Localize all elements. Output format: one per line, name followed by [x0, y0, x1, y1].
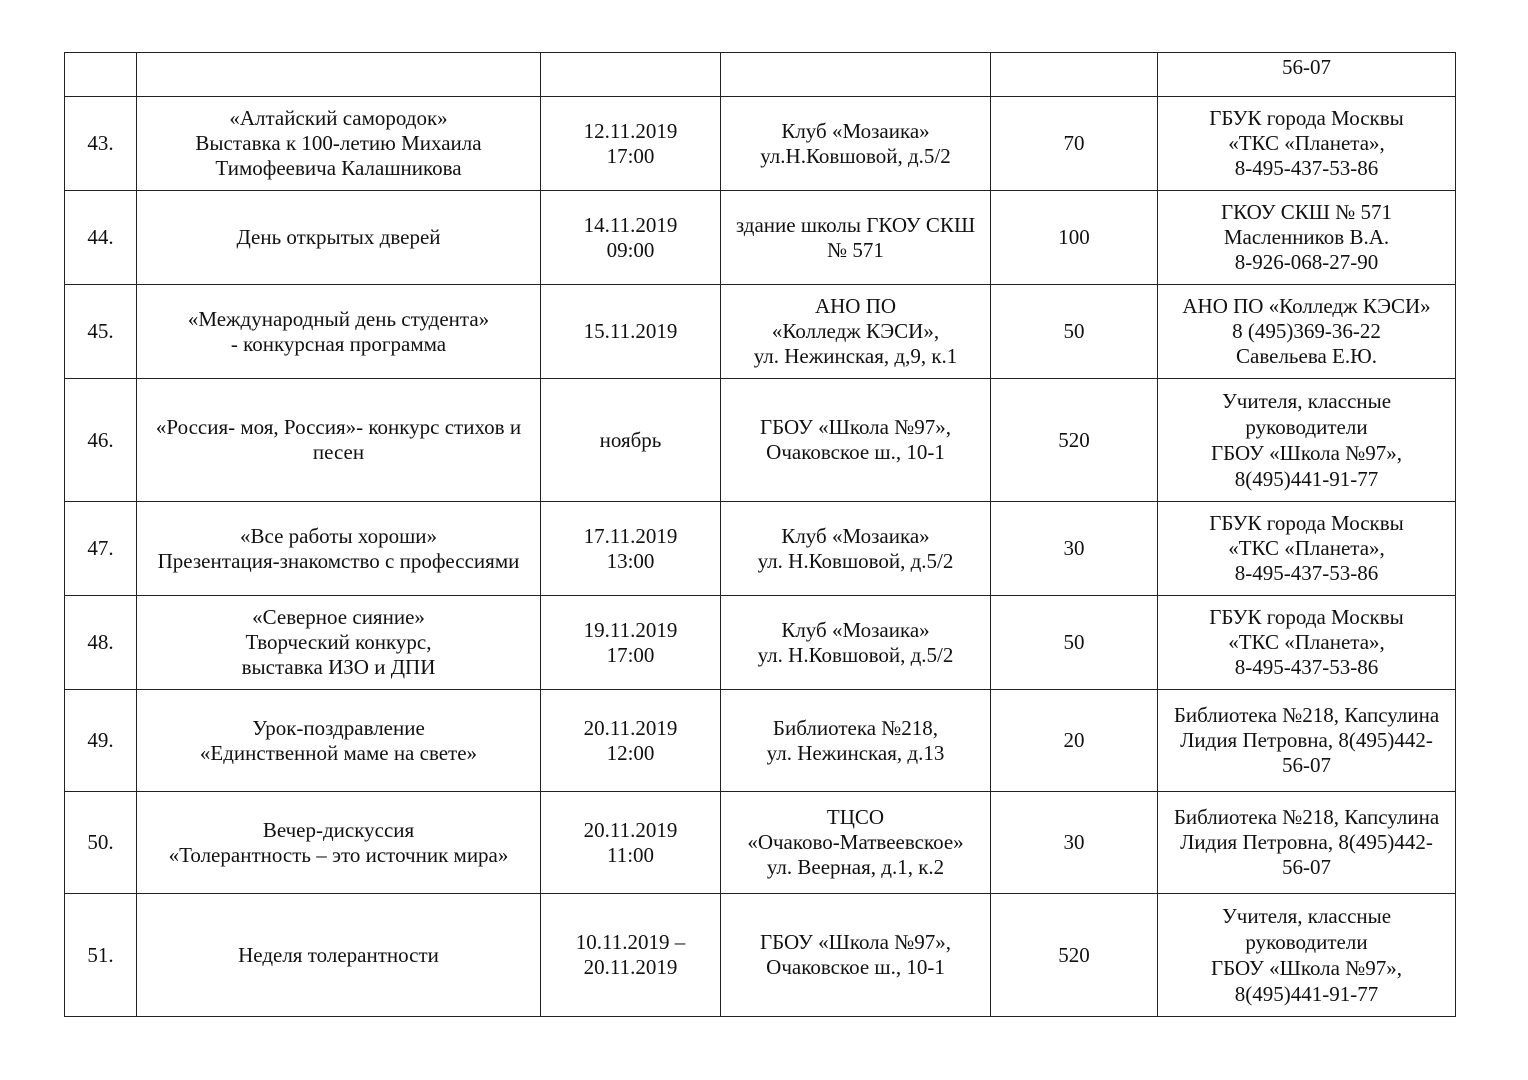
event-name-line: выставка ИЗО и ДПИ — [241, 655, 436, 679]
event-name-cell — [137, 285, 541, 379]
event-name-cell — [137, 53, 541, 97]
event-name-line: Тимофеевича Калашникова — [215, 156, 462, 180]
table-row — [65, 191, 1456, 285]
place-cell — [721, 97, 991, 191]
table-row — [65, 690, 1456, 792]
event-name-line: «Алтайский самородок» — [229, 106, 448, 130]
contact-line: 8-495-437-53-86 — [1234, 156, 1379, 180]
contact-cell — [1158, 596, 1456, 690]
event-name-line: День открытых дверей — [236, 225, 441, 249]
date-cell — [541, 285, 721, 379]
event-name-line: Выставка к 100-летию Михаила — [195, 131, 482, 155]
place-line: Очаковское ш., 10-1 — [766, 440, 945, 464]
place-line: ГБОУ «Школа №97», — [759, 415, 952, 439]
contact-line: 8-926-068-27-90 — [1234, 250, 1379, 274]
place-line: ТЦСО — [826, 805, 885, 829]
table-row — [65, 502, 1456, 596]
contact-line: Библиотека №218, Капсулина — [1173, 805, 1440, 829]
time-line: 11:00 — [606, 842, 655, 867]
date-cell — [541, 596, 721, 690]
date-cell — [541, 191, 721, 285]
place-cell — [721, 596, 991, 690]
count-cell: 20 — [991, 690, 1158, 792]
num-cell: 51. — [65, 894, 137, 1017]
place-line: здание школы ГКОУ СКШ — [735, 212, 976, 237]
contact-line: ГБОУ «Школа №97», — [1210, 441, 1403, 465]
time-line: 09:00 — [606, 237, 655, 262]
place-line: Очаковское ш., 10-1 — [766, 955, 945, 979]
place-cell — [721, 502, 991, 596]
contact-line: Лидия Петровна, 8(495)442- — [1180, 830, 1433, 854]
num-cell: 48. — [65, 596, 137, 690]
events-table — [64, 52, 1456, 1017]
table-row — [65, 596, 1456, 690]
contact-line: ГБУК города Москвы — [1209, 511, 1404, 535]
event-name-cell — [137, 97, 541, 191]
event-name-line: «Международный день студента» — [187, 306, 490, 331]
num-cell — [65, 53, 137, 97]
place-line: № 571 — [827, 237, 884, 262]
event-name-line: Творческий конкурс, — [245, 630, 432, 654]
time-line: 13:00 — [606, 548, 655, 573]
event-name-line: песен — [312, 440, 365, 464]
date-cell — [541, 792, 721, 894]
num-cell: 43. — [65, 97, 137, 191]
place-cell — [721, 894, 991, 1017]
event-name-line: «Все работы хороши» — [239, 523, 438, 548]
date-cell — [541, 502, 721, 596]
contact-cell — [1158, 53, 1456, 97]
place-line: Клуб «Мозаика» — [781, 523, 930, 548]
table-row-continuation — [65, 53, 1456, 97]
event-name-line: Неделя толерантности — [238, 942, 439, 967]
count-cell: 50 — [991, 596, 1158, 690]
date-line: 20.11.2019 — [583, 955, 678, 979]
contact-line: ГБОУ «Школа №97», — [1210, 956, 1403, 980]
date-line: 20.11.2019 — [583, 715, 678, 740]
count-cell: 100 — [991, 191, 1158, 285]
time-line: 17:00 — [606, 642, 655, 667]
contact-line: Библиотека №218, Капсулина — [1173, 703, 1440, 727]
place-cell — [721, 690, 991, 792]
date-line: ноябрь — [599, 427, 662, 452]
place-line: ул. Нежинская, д,9, к.1 — [753, 344, 958, 368]
place-cell — [721, 191, 991, 285]
event-name-cell — [137, 792, 541, 894]
event-name-cell — [137, 894, 541, 1017]
table-row — [65, 894, 1456, 1017]
contact-line: руководители — [1245, 930, 1368, 954]
contact-line: Масленников В.А. — [1223, 225, 1390, 249]
date-line: 15.11.2019 — [583, 319, 678, 343]
event-name-line: «Единственной маме на свете» — [199, 740, 478, 765]
contact-cell — [1158, 792, 1456, 894]
event-name-cell — [137, 191, 541, 285]
contact-line: 8-495-437-53-86 — [1234, 561, 1379, 585]
event-name-cell — [137, 690, 541, 792]
date-line: 12.11.2019 — [583, 118, 678, 143]
num-cell: 44. — [65, 191, 137, 285]
contact-line: руководители — [1245, 415, 1368, 439]
contact-line: «ТКС «Планета», — [1228, 131, 1385, 155]
date-line: 19.11.2019 — [583, 617, 678, 642]
count-cell: 70 — [991, 97, 1158, 191]
place-cell — [721, 53, 991, 97]
contact-cell — [1158, 502, 1456, 596]
contact-cell — [1158, 894, 1456, 1017]
date-cell — [541, 690, 721, 792]
num-cell: 47. — [65, 502, 137, 596]
num-cell: 45. — [65, 285, 137, 379]
event-name-cell — [137, 596, 541, 690]
num-cell: 46. — [65, 379, 137, 502]
contact-line: 8(495)441-91-77 — [1234, 982, 1379, 1006]
contact-cell — [1158, 285, 1456, 379]
time-line: 17:00 — [606, 143, 655, 168]
place-line: ул. Веерная, д.1, к.2 — [766, 855, 945, 879]
date-cell — [541, 379, 721, 502]
event-name-cell — [137, 379, 541, 502]
place-line: «Очаково-Матвеевское» — [747, 830, 964, 854]
place-cell — [721, 792, 991, 894]
count-cell: 30 — [991, 792, 1158, 894]
num-cell: 50. — [65, 792, 137, 894]
place-line: АНО ПО — [814, 294, 897, 318]
place-line: ул. Н.Ковшовой, д.5/2 — [757, 548, 954, 573]
date-cell — [541, 97, 721, 191]
contact-line: ГБУК города Москвы — [1209, 605, 1404, 629]
contact-line: Учителя, классные — [1221, 389, 1392, 413]
date-line: 10.11.2019 – — [575, 930, 686, 954]
contact-line: «ТКС «Планета», — [1228, 536, 1385, 560]
event-name-line: Урок-поздравление — [252, 715, 425, 740]
contact-cell — [1158, 191, 1456, 285]
contact-cell — [1158, 379, 1456, 502]
place-line: ул. Н.Ковшовой, д.5/2 — [757, 642, 954, 667]
contact-line: АНО ПО «Колледж КЭСИ» — [1182, 294, 1431, 318]
contact-line: 8(495)441-91-77 — [1234, 467, 1379, 491]
place-line: Библиотека №218, — [772, 715, 939, 740]
place-line: ул. Нежинская, д.13 — [766, 740, 945, 765]
contact-line: Учителя, классные — [1221, 904, 1392, 928]
place-line: «Колледж КЭСИ», — [771, 319, 940, 343]
date-line: 14.11.2019 — [583, 212, 678, 237]
count-cell: 520 — [991, 894, 1158, 1017]
contact-line: Лидия Петровна, 8(495)442- — [1180, 728, 1433, 752]
contact-cell — [1158, 690, 1456, 792]
count-cell — [991, 53, 1158, 97]
event-name-line: «Россия- моя, Россия»- конкурс стихов и — [155, 415, 522, 439]
table-row — [65, 379, 1456, 502]
place-line: ул.Н.Ковшовой, д.5/2 — [760, 143, 951, 168]
event-name-line: Вечер-дискуссия — [262, 817, 415, 842]
date-line: 20.11.2019 — [583, 817, 678, 842]
contact-line: 56-07 — [1282, 55, 1331, 79]
date-cell — [541, 53, 721, 97]
num-cell: 49. — [65, 690, 137, 792]
place-line: ГБОУ «Школа №97», — [759, 930, 952, 954]
event-name-line: «Северное сияние» — [252, 605, 425, 629]
contact-line: ГБУК города Москвы — [1209, 106, 1404, 130]
contact-line: 8 (495)369-36-22 — [1232, 319, 1381, 343]
count-cell: 50 — [991, 285, 1158, 379]
contact-line: 56-07 — [1282, 753, 1331, 777]
event-name-line: Презентация-знакомство с профессиями — [157, 548, 520, 573]
date-line: 17.11.2019 — [583, 523, 678, 548]
contact-cell — [1158, 97, 1456, 191]
event-name-line: - конкурсная программа — [230, 331, 447, 356]
contact-line: ГКОУ СКШ № 571 — [1221, 200, 1392, 224]
contact-line: «ТКС «Планета», — [1228, 630, 1385, 654]
table-row — [65, 97, 1456, 191]
place-line: Клуб «Мозаика» — [781, 118, 930, 143]
table-row — [65, 792, 1456, 894]
time-line: 12:00 — [606, 740, 655, 765]
event-name-line: «Толерантность – это источник мира» — [168, 842, 509, 867]
date-cell — [541, 894, 721, 1017]
table-row — [65, 285, 1456, 379]
place-cell — [721, 379, 991, 502]
place-cell — [721, 285, 991, 379]
event-name-cell — [137, 502, 541, 596]
count-cell: 30 — [991, 502, 1158, 596]
contact-line: Савельева Е.Ю. — [1236, 344, 1377, 368]
contact-line: 56-07 — [1282, 855, 1331, 879]
contact-line: 8-495-437-53-86 — [1234, 655, 1379, 679]
place-line: Клуб «Мозаика» — [781, 617, 930, 642]
count-cell: 520 — [991, 379, 1158, 502]
